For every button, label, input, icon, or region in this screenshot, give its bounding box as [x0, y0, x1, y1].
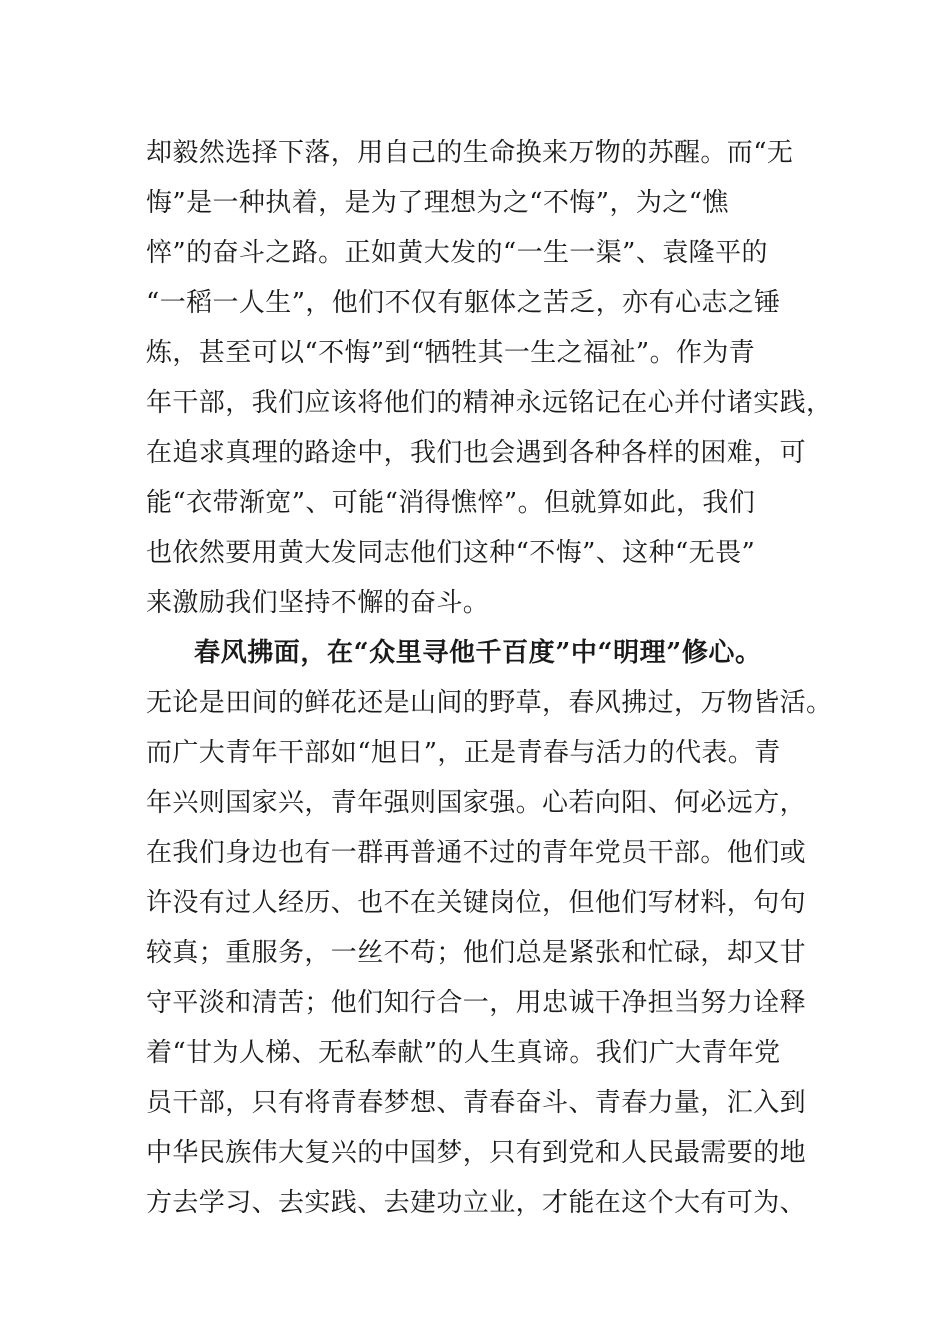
text-line: 方去学习、去实践、去建功立业，才能在这个大有可为、: [146, 1188, 807, 1218]
section-heading: 春风拂面，在“众里寻他千百度”中“明理”修心。: [194, 638, 762, 668]
text-line: 在追求真理的路途中，我们也会遇到各种各样的困难，可: [146, 438, 807, 468]
text-line: 年兴则国家兴，青年强则国家强。心若向阳、何必远方，: [146, 788, 807, 818]
body-text: [146, 128, 833, 1228]
text-line: 较真；重服务，一丝不苟；他们总是紧张和忙碌，却又甘: [146, 938, 807, 968]
text-line: 悔”是一种执着，是为了理想为之“不悔”，为之“憔: [146, 188, 729, 218]
text-line: 悴”的奋斗之路。正如黄大发的“一生一渠”、袁隆平的: [146, 238, 768, 268]
text-line: 员干部，只有将青春梦想、青春奋斗、青春力量，汇入到: [146, 1088, 807, 1118]
text-line: 在我们身边也有一群再普通不过的青年党员干部。他们或: [146, 838, 807, 868]
text-line: 着“甘为人梯、无私奉献”的人生真谛。我们广大青年党: [146, 1038, 781, 1068]
text-line: 守平淡和清苦；他们知行合一，用忠诚干净担当努力诠释: [146, 988, 807, 1018]
text-line: 中华民族伟大复兴的中国梦，只有到党和人民最需要的地: [146, 1138, 807, 1168]
text-line: 无论是田间的鲜花还是山间的野草，春风拂过，万物皆活。: [146, 688, 833, 718]
text-line: 炼，甚至可以“不悔”到“牺牲其一生之福祉”。作为青: [146, 338, 756, 368]
text-line: 来激励我们坚持不懈的奋斗。: [146, 588, 490, 618]
text-line: 年干部，我们应该将他们的精神永远铭记在心并付诸实践，: [146, 388, 833, 418]
text-line: 能“衣带渐宽”、可能“消得憔悴”。但就算如此，我们: [146, 488, 756, 518]
text-line: 也依然要用黄大发同志他们这种“不悔”、这种“无畏”: [146, 538, 756, 568]
text-line: “一稻一人生”，他们不仅有躯体之苦乏，亦有心志之锤: [146, 288, 781, 318]
text-line: 许没有过人经历、也不在关键岗位，但他们写材料，句句: [146, 888, 807, 918]
text-line: 却毅然选择下落，用自己的生命换来万物的苏醒。而“无: [146, 138, 794, 168]
text-line: 而广大青年干部如“旭日”，正是青春与活力的代表。青: [146, 738, 781, 768]
